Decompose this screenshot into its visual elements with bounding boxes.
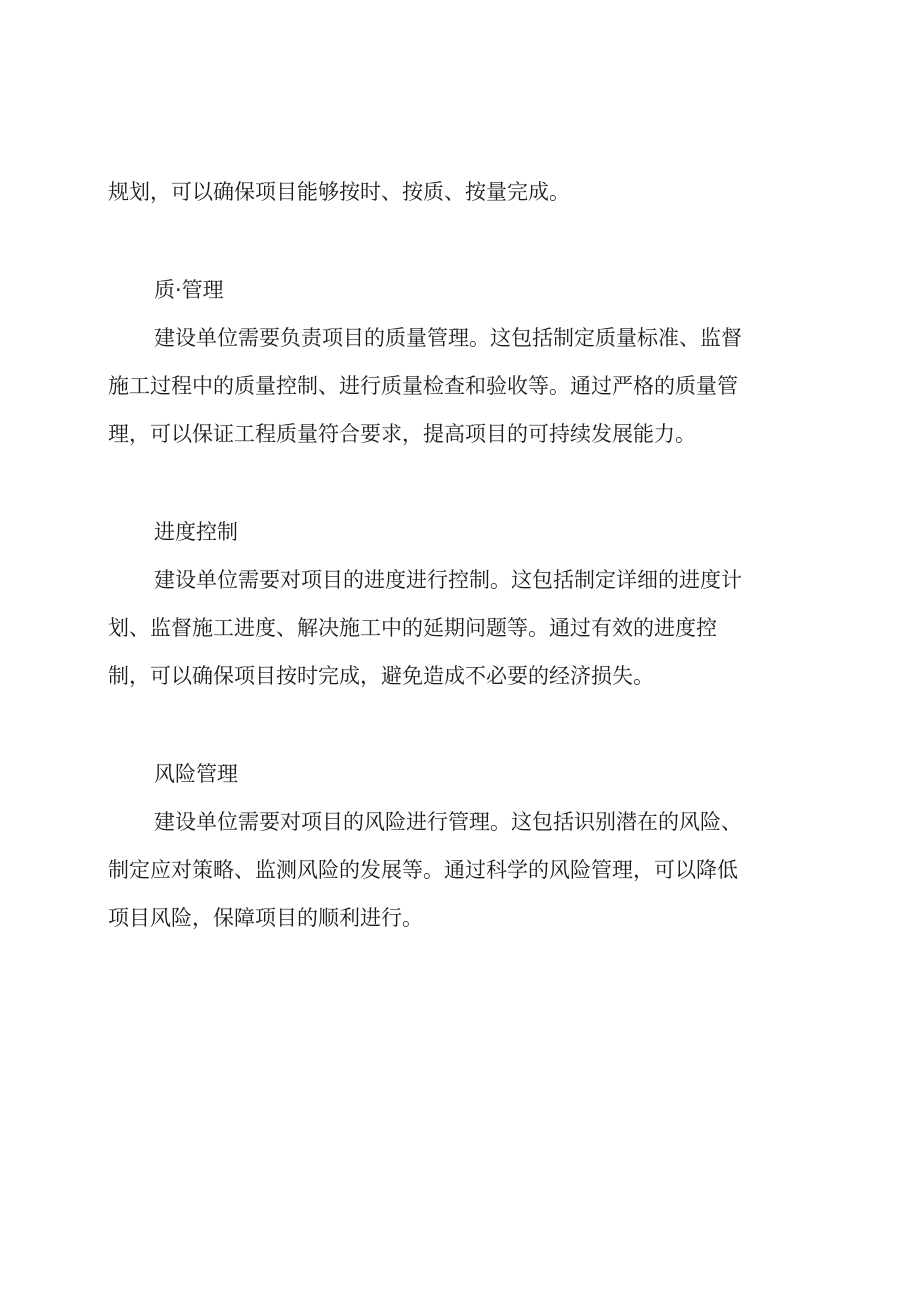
section-schedule-control — [108, 508, 808, 700]
section-paragraph — [108, 798, 808, 942]
section-heading: 风险管理 — [154, 762, 238, 786]
paragraph-line: 规划，可以确保项目能够按时、按质、按量完成。 — [108, 180, 570, 204]
section-heading: 质·管理 — [154, 278, 224, 302]
paragraph-line: 施工过程中的质量控制、进行质量检查和验收等。通过严格的质量管 — [108, 374, 738, 398]
section-paragraph — [108, 314, 808, 458]
paragraph-line: 建设单位需要对项目的进度进行控制。这包括制定详细的进度计 — [154, 568, 742, 592]
paragraph-line: 项目风险，保障项目的顺利进行。 — [108, 906, 423, 930]
paragraph-line: 建设单位需要对项目的风险进行管理。这包括识别潜在的风险、 — [154, 810, 742, 834]
document-body — [108, 168, 808, 942]
section-heading: 进度控制 — [154, 520, 238, 544]
intro-paragraph — [108, 168, 808, 216]
section-paragraph — [108, 556, 808, 700]
paragraph-line: 划、监督施工进度、解决施工中的延期问题等。通过有效的进度控 — [108, 616, 717, 640]
paragraph-line: 建设单位需要负责项目的质量管理。这包括制定质量标准、监督 — [154, 326, 742, 350]
paragraph-line: 制，可以确保项目按时完成，避免造成不必要的经济损失。 — [108, 664, 654, 688]
section-quality-management — [108, 266, 808, 458]
paragraph-line: 理，可以保证工程质量符合要求，提高项目的可持续发展能力。 — [108, 422, 696, 446]
section-risk-management — [108, 750, 808, 942]
paragraph-line: 制定应对策略、监测风险的发展等。通过科学的风险管理，可以降低 — [108, 858, 738, 882]
